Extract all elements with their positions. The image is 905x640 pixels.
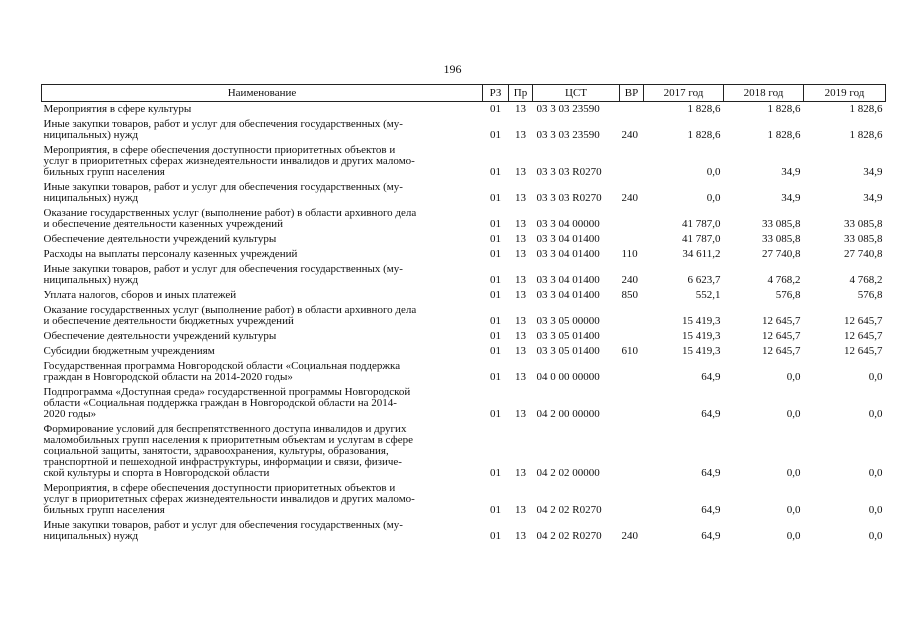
cell-rz: 01 bbox=[490, 330, 501, 342]
header-rz: РЗ bbox=[483, 85, 509, 102]
cell-vr bbox=[620, 303, 644, 329]
table-body bbox=[42, 102, 886, 545]
header-name: Наименование bbox=[42, 85, 483, 102]
cell-y2018: 12 645,7 bbox=[762, 330, 801, 342]
cell-pr: 13 bbox=[515, 166, 526, 178]
table-row bbox=[42, 422, 886, 481]
cell-vr bbox=[620, 481, 644, 518]
cell-y2019: 0,0 bbox=[868, 530, 883, 542]
cell-y2018: 0,0 bbox=[786, 504, 801, 516]
cell-y2019: 34,9 bbox=[863, 192, 883, 204]
cell-cst: 03 3 03 23590 bbox=[536, 129, 600, 141]
cell-cst: 03 3 05 01400 bbox=[536, 345, 600, 357]
cell-y2017: 552,1 bbox=[695, 289, 721, 301]
cell-rz: 01 bbox=[490, 233, 501, 245]
header-vr: ВР bbox=[620, 85, 644, 102]
cell-cst: 04 2 02 00000 bbox=[536, 467, 600, 479]
header-2019: 2019 год bbox=[804, 85, 886, 102]
cell-y2017: 0,0 bbox=[706, 166, 721, 178]
cell-name: Формирование условий для беспрепятственного доступа инвалидов и других маломобильных групп населения к приоритетным объектам и услугам в сфере социальной защиты, занятости, здравоохранения, культуры, образования, транспортной и пешеходной инфраструктуры, информации и связи, физиче- ской культуры и спорта в Новгородской области bbox=[43, 423, 413, 479]
cell-y2018: 27 740,8 bbox=[762, 248, 801, 260]
cell-name: Иные закупки товаров, работ и услуг для обеспечения государственных (му- ниципальных) нужд bbox=[43, 118, 403, 141]
cell-rz: 01 bbox=[490, 274, 501, 286]
cell-y2017: 34 611,2 bbox=[682, 248, 721, 260]
cell-y2018: 576,8 bbox=[775, 289, 801, 301]
cell-rz: 01 bbox=[490, 530, 501, 542]
cell-vr: 850 bbox=[621, 289, 638, 301]
cell-y2019: 576,8 bbox=[857, 289, 883, 301]
cell-y2017: 6 623,7 bbox=[687, 274, 721, 286]
table-row bbox=[42, 117, 886, 143]
table-row bbox=[42, 344, 886, 359]
cell-name: Расходы на выплаты персоналу казенных учреждений bbox=[43, 248, 298, 260]
cell-cst: 03 3 03 R0270 bbox=[536, 166, 602, 178]
cell-name: Мероприятия в сфере культуры bbox=[43, 103, 192, 115]
cell-rz: 01 bbox=[490, 371, 501, 383]
cell-rz: 01 bbox=[490, 408, 501, 420]
cell-rz: 01 bbox=[490, 192, 501, 204]
cell-name: Иные закупки товаров, работ и услуг для обеспечения государственных (му- ниципальных) нужд bbox=[43, 181, 403, 204]
table-row bbox=[42, 232, 886, 247]
cell-y2018: 12 645,7 bbox=[762, 315, 801, 327]
cell-pr: 13 bbox=[515, 103, 526, 115]
cell-vr bbox=[620, 206, 644, 232]
cell-vr bbox=[620, 359, 644, 385]
cell-cst: 04 2 02 R0270 bbox=[536, 504, 602, 516]
cell-name: Оказание государственных услуг (выполнение работ) в области архивного дела и обеспечение деятельности казенных учреждений bbox=[43, 207, 417, 230]
header-2018: 2018 год bbox=[724, 85, 804, 102]
cell-y2019: 33 085,8 bbox=[844, 233, 883, 245]
cell-vr bbox=[620, 143, 644, 180]
cell-cst: 03 3 05 00000 bbox=[536, 315, 600, 327]
cell-y2017: 64,9 bbox=[701, 371, 721, 383]
cell-y2017: 64,9 bbox=[701, 408, 721, 420]
cell-rz: 01 bbox=[490, 248, 501, 260]
cell-cst: 04 2 00 00000 bbox=[536, 408, 600, 420]
cell-y2018: 34,9 bbox=[781, 192, 801, 204]
cell-y2018: 33 085,8 bbox=[762, 218, 801, 230]
cell-vr bbox=[620, 329, 644, 344]
cell-cst: 03 3 05 01400 bbox=[536, 330, 600, 342]
cell-y2018: 0,0 bbox=[786, 371, 801, 383]
cell-y2017: 15 419,3 bbox=[682, 330, 721, 342]
cell-name: Уплата налогов, сборов и иных платежей bbox=[43, 289, 237, 301]
cell-y2018: 1 828,6 bbox=[767, 129, 801, 141]
cell-cst: 03 3 03 R0270 bbox=[536, 192, 602, 204]
cell-cst: 03 3 04 01400 bbox=[536, 289, 600, 301]
cell-name: Обеспечение деятельности учреждений культуры bbox=[43, 330, 277, 342]
cell-name: Подпрограмма «Доступная среда» государственной программы Новгородской области «Социальная поддержка граждан в Новгородской области на 2014- 2020 годы» bbox=[43, 386, 411, 420]
cell-y2019: 27 740,8 bbox=[844, 248, 883, 260]
cell-rz: 01 bbox=[490, 218, 501, 230]
cell-cst: 03 3 04 01400 bbox=[536, 233, 600, 245]
cell-y2019: 12 645,7 bbox=[844, 345, 883, 357]
cell-y2018: 12 645,7 bbox=[762, 345, 801, 357]
cell-vr: 110 bbox=[621, 248, 638, 260]
cell-name: Государственная программа Новгородской области «Социальная поддержка граждан в Новгородской области на 2014-2020 годы» bbox=[43, 360, 401, 383]
cell-name: Обеспечение деятельности учреждений культуры bbox=[43, 233, 277, 245]
cell-y2018: 0,0 bbox=[786, 530, 801, 542]
cell-vr: 240 bbox=[621, 192, 638, 204]
budget-table bbox=[41, 84, 886, 544]
table-row bbox=[42, 518, 886, 544]
cell-pr: 13 bbox=[515, 530, 526, 542]
cell-vr bbox=[620, 422, 644, 481]
cell-pr: 13 bbox=[515, 408, 526, 420]
cell-y2019: 0,0 bbox=[868, 504, 883, 516]
table-row bbox=[42, 359, 886, 385]
cell-y2017: 41 787,0 bbox=[682, 218, 721, 230]
cell-pr: 13 bbox=[515, 467, 526, 479]
cell-rz: 01 bbox=[490, 504, 501, 516]
cell-rz: 01 bbox=[490, 345, 501, 357]
cell-y2019: 0,0 bbox=[868, 467, 883, 479]
cell-pr: 13 bbox=[515, 315, 526, 327]
cell-pr: 13 bbox=[515, 289, 526, 301]
table-row bbox=[42, 329, 886, 344]
cell-pr: 13 bbox=[515, 233, 526, 245]
cell-cst: 03 3 04 01400 bbox=[536, 248, 600, 260]
cell-pr: 13 bbox=[515, 504, 526, 516]
cell-vr bbox=[620, 102, 644, 118]
cell-y2018: 1 828,6 bbox=[767, 103, 801, 115]
cell-y2017: 1 828,6 bbox=[687, 129, 721, 141]
cell-y2019: 12 645,7 bbox=[844, 330, 883, 342]
cell-rz: 01 bbox=[490, 315, 501, 327]
header-cst: ЦСТ bbox=[533, 85, 620, 102]
header-pr: Пр bbox=[509, 85, 533, 102]
cell-vr bbox=[620, 385, 644, 422]
cell-pr: 13 bbox=[515, 371, 526, 383]
cell-name: Иные закупки товаров, работ и услуг для обеспечения государственных (му- ниципальных) нужд bbox=[43, 263, 403, 286]
cell-name: Мероприятия, в сфере обеспечения доступности приоритетных объектов и услуг в приоритетных сферах жизнедеятельности инвалидов и других маломо- бильных групп населения bbox=[43, 144, 415, 178]
cell-y2019: 33 085,8 bbox=[844, 218, 883, 230]
cell-vr: 240 bbox=[621, 530, 638, 542]
cell-y2017: 15 419,3 bbox=[682, 345, 721, 357]
cell-pr: 13 bbox=[515, 218, 526, 230]
cell-pr: 13 bbox=[515, 345, 526, 357]
cell-name: Субсидии бюджетным учреждениям bbox=[43, 345, 215, 357]
cell-y2017: 64,9 bbox=[701, 467, 721, 479]
cell-pr: 13 bbox=[515, 192, 526, 204]
cell-cst: 03 3 04 01400 bbox=[536, 274, 600, 286]
table-row bbox=[42, 206, 886, 232]
table-row bbox=[42, 143, 886, 180]
cell-pr: 13 bbox=[515, 330, 526, 342]
cell-rz: 01 bbox=[490, 103, 501, 115]
page-number: 196 bbox=[443, 62, 462, 76]
cell-y2019: 4 768,2 bbox=[849, 274, 883, 286]
table-row bbox=[42, 262, 886, 288]
cell-y2017: 1 828,6 bbox=[687, 103, 721, 115]
cell-pr: 13 bbox=[515, 274, 526, 286]
table-row bbox=[42, 247, 886, 262]
table-row bbox=[42, 385, 886, 422]
cell-y2019: 1 828,6 bbox=[849, 103, 883, 115]
cell-y2018: 0,0 bbox=[786, 467, 801, 479]
table-row bbox=[42, 288, 886, 303]
cell-vr: 240 bbox=[621, 129, 638, 141]
cell-y2018: 33 085,8 bbox=[762, 233, 801, 245]
table-row bbox=[42, 102, 886, 118]
table-header-row bbox=[42, 85, 886, 102]
cell-rz: 01 bbox=[490, 166, 501, 178]
cell-name: Иные закупки товаров, работ и услуг для обеспечения государственных (му- ниципальных) нужд bbox=[43, 519, 403, 542]
table-row bbox=[42, 481, 886, 518]
cell-y2017: 64,9 bbox=[701, 530, 721, 542]
cell-name: Мероприятия, в сфере обеспечения доступности приоритетных объектов и услуг в приоритетных сферах жизнедеятельности инвалидов и других маломо- бильных групп населения bbox=[43, 482, 415, 516]
cell-y2017: 64,9 bbox=[701, 504, 721, 516]
cell-y2019: 1 828,6 bbox=[849, 129, 883, 141]
cell-rz: 01 bbox=[490, 129, 501, 141]
cell-y2018: 34,9 bbox=[781, 166, 801, 178]
cell-rz: 01 bbox=[490, 289, 501, 301]
cell-y2017: 0,0 bbox=[706, 192, 721, 204]
cell-cst: 03 3 04 00000 bbox=[536, 218, 600, 230]
cell-y2019: 0,0 bbox=[868, 408, 883, 420]
cell-y2017: 15 419,3 bbox=[682, 315, 721, 327]
cell-y2018: 0,0 bbox=[786, 408, 801, 420]
cell-y2019: 12 645,7 bbox=[844, 315, 883, 327]
cell-vr bbox=[620, 232, 644, 247]
table-row bbox=[42, 303, 886, 329]
cell-vr: 240 bbox=[621, 274, 638, 286]
cell-y2017: 41 787,0 bbox=[682, 233, 721, 245]
table-row bbox=[42, 180, 886, 206]
cell-pr: 13 bbox=[515, 129, 526, 141]
header-2017: 2017 год bbox=[644, 85, 724, 102]
cell-pr: 13 bbox=[515, 248, 526, 260]
cell-y2019: 34,9 bbox=[863, 166, 883, 178]
cell-cst: 04 0 00 00000 bbox=[536, 371, 600, 383]
cell-y2019: 0,0 bbox=[868, 371, 883, 383]
cell-cst: 04 2 02 R0270 bbox=[536, 530, 602, 542]
cell-vr: 610 bbox=[621, 345, 638, 357]
cell-y2018: 4 768,2 bbox=[767, 274, 801, 286]
cell-name: Оказание государственных услуг (выполнение работ) в области архивного дела и обеспечение деятельности бюджетных учреждений bbox=[43, 304, 417, 327]
cell-cst: 03 3 03 23590 bbox=[536, 103, 600, 115]
cell-rz: 01 bbox=[490, 467, 501, 479]
